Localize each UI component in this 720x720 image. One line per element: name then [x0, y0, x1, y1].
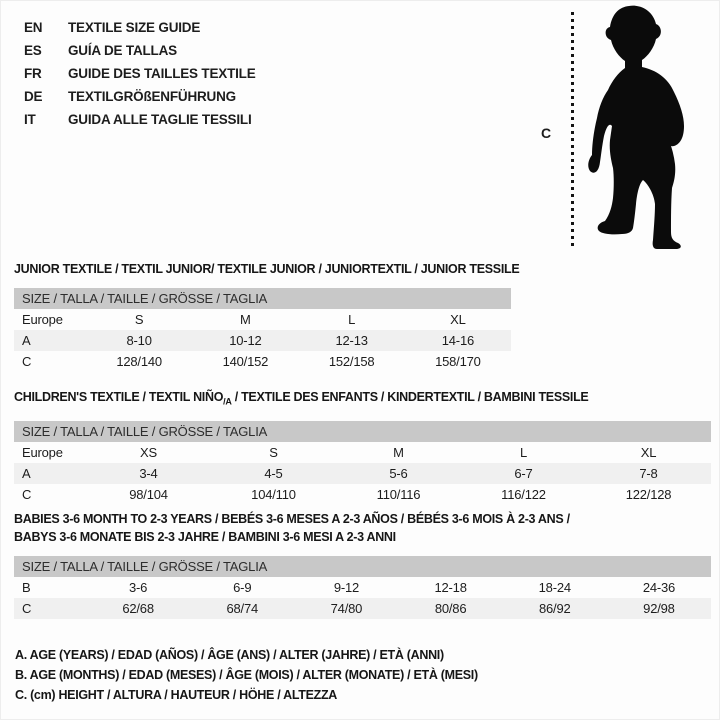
table-cell: M	[393, 444, 404, 460]
table-title	[14, 388, 711, 411]
table-row	[14, 598, 711, 619]
language-title-list	[24, 16, 256, 131]
row-label: Europe	[22, 312, 63, 327]
table-row	[14, 442, 711, 463]
table-row	[14, 330, 511, 351]
table-cell: 3-4	[139, 465, 158, 481]
table-title-subscript: /A	[223, 396, 232, 407]
legend-note: A. AGE (YEARS) / EDAD (AÑOS) / ÂGE (ANS) / ALTER (JAHRE) / ETÀ (ANNI)	[15, 648, 444, 662]
row-label: C	[22, 601, 32, 616]
table-cell: XL	[450, 312, 466, 327]
row-label: B	[22, 580, 31, 595]
legend-notes	[15, 645, 478, 705]
section-junior-textile	[14, 260, 520, 372]
title-table-gap	[14, 278, 511, 288]
size-header-band: SIZE / TALLA / TAILLE / GRÖSSE / TAGLIA	[14, 556, 711, 577]
language-row	[24, 39, 256, 62]
legend-note: C. (cm) HEIGHT / ALTURA / HAUTEUR / HÖHE / ALTEZZA	[15, 688, 338, 702]
row-label: Europe	[22, 444, 63, 460]
language-guide-title: GUIDE DES TAILLES TEXTILE	[68, 66, 256, 81]
language-guide-title: TEXTILE SIZE GUIDE	[68, 20, 201, 35]
table-cell: S	[134, 312, 144, 327]
language-code: IT	[24, 112, 36, 127]
table-cell: 24-36	[642, 580, 676, 595]
table-cell: 7-8	[639, 465, 658, 481]
table-cell: 6-7	[514, 465, 533, 481]
table-title	[14, 260, 520, 278]
table-cell: 80/86	[434, 601, 467, 616]
table-cell: L	[519, 444, 528, 460]
table-cell: 8-10	[126, 333, 152, 348]
size-header-band: SIZE / TALLA / TAILLE / GRÖSSE / TAGLIA	[14, 288, 511, 309]
table-cell: 18-24	[538, 580, 571, 595]
table-cell: 62/68	[122, 601, 154, 616]
table-title	[14, 528, 711, 546]
table-row	[14, 484, 711, 505]
table-cell: 152/158	[328, 354, 375, 369]
table-title-text: JUNIOR TEXTILE / TEXTIL JUNIOR/ TEXTILE JUNIOR / JUNIORTEXTIL / JUNIOR TESSILE	[14, 262, 520, 276]
table-cell: 12-18	[434, 580, 467, 595]
toddler-silhouette-image	[584, 4, 696, 250]
table-cell: XL	[640, 444, 657, 460]
language-guide-title: TEXTILGRÖßENFÜHRUNG	[68, 89, 236, 104]
section-childrens-textile	[14, 388, 711, 505]
legend-note: B. AGE (MONTHS) / EDAD (MESES) / ÂGE (MOIS) / ALTER (MONATE) / ETÀ (MESI)	[15, 668, 478, 682]
table-cell: 104/110	[251, 486, 296, 502]
table-cell: 9-12	[333, 580, 360, 595]
size-table	[14, 288, 511, 372]
language-code: ES	[24, 43, 42, 58]
table-cell: 12-13	[335, 333, 368, 348]
size-table	[14, 556, 711, 619]
table-cell: 140/152	[222, 354, 269, 369]
table-cell: 110/116	[376, 486, 421, 502]
table-row	[14, 309, 511, 330]
row-label: C	[22, 486, 32, 502]
height-figure	[540, 4, 708, 256]
table-cell: 116/122	[501, 486, 546, 502]
language-code: DE	[24, 89, 43, 104]
table-title-text: BABYS 3-6 MONATE BIS 2-3 JAHRE / BAMBINI 3-6 MESI A 2-3 ANNI	[14, 530, 396, 544]
language-guide-title: GUIDA ALLE TAGLIE TESSILI	[68, 112, 252, 127]
section-babies-textile	[14, 510, 711, 619]
table-cell: 3-6	[128, 580, 148, 595]
table-cell: M	[240, 312, 251, 327]
size-table	[14, 421, 711, 505]
table-row	[14, 577, 711, 598]
height-measure-label: C	[541, 125, 552, 141]
language-code: EN	[24, 20, 43, 35]
table-cell: 92/98	[643, 601, 675, 616]
title-table-gap	[14, 411, 711, 421]
table-cell: 74/80	[330, 601, 363, 616]
language-guide-title: GUÍA DE TALLAS	[68, 43, 177, 58]
language-code: FR	[24, 66, 42, 81]
row-label: A	[22, 465, 31, 481]
table-cell: 158/170	[435, 354, 481, 369]
table-cell: 14-16	[441, 333, 474, 348]
row-label: C	[22, 354, 32, 369]
table-cell: 98/104	[129, 486, 168, 502]
table-title-text: CHILDREN'S TEXTILE / TEXTIL NIÑO	[14, 390, 224, 404]
table-cell: 4-5	[264, 465, 283, 481]
table-title	[14, 510, 711, 528]
table-row	[14, 463, 711, 484]
language-row	[24, 62, 256, 85]
size-header-band: SIZE / TALLA / TAILLE / GRÖSSE / TAGLIA	[14, 421, 711, 442]
table-cell: S	[269, 444, 278, 460]
title-table-gap	[14, 546, 711, 556]
table-cell: 128/140	[116, 354, 162, 369]
table-cell: XS	[140, 444, 157, 460]
language-row	[24, 108, 256, 131]
table-cell: 5-6	[389, 465, 408, 481]
table-title-text: BABIES 3-6 MONTH TO 2-3 YEARS / BEBÉS 3-6 MESES A 2-3 AÑOS / BÉBÉS 3-6 MOIS À 2-3 ANS /	[14, 512, 570, 526]
table-cell: L	[348, 312, 356, 327]
table-cell: 122/128	[625, 486, 672, 502]
height-dotted-line	[571, 12, 574, 250]
row-label: A	[22, 333, 31, 348]
table-cell: 6-9	[233, 580, 252, 595]
table-title-text: / TEXTILE DES ENFANTS / KINDERTEXTIL / BAMBINI TESSILE	[231, 390, 589, 404]
table-row	[14, 351, 511, 372]
table-cell: 86/92	[539, 601, 571, 616]
language-row	[24, 16, 256, 39]
table-cell: 68/74	[226, 601, 259, 616]
language-row	[24, 85, 256, 108]
table-cell: 10-12	[229, 333, 262, 348]
